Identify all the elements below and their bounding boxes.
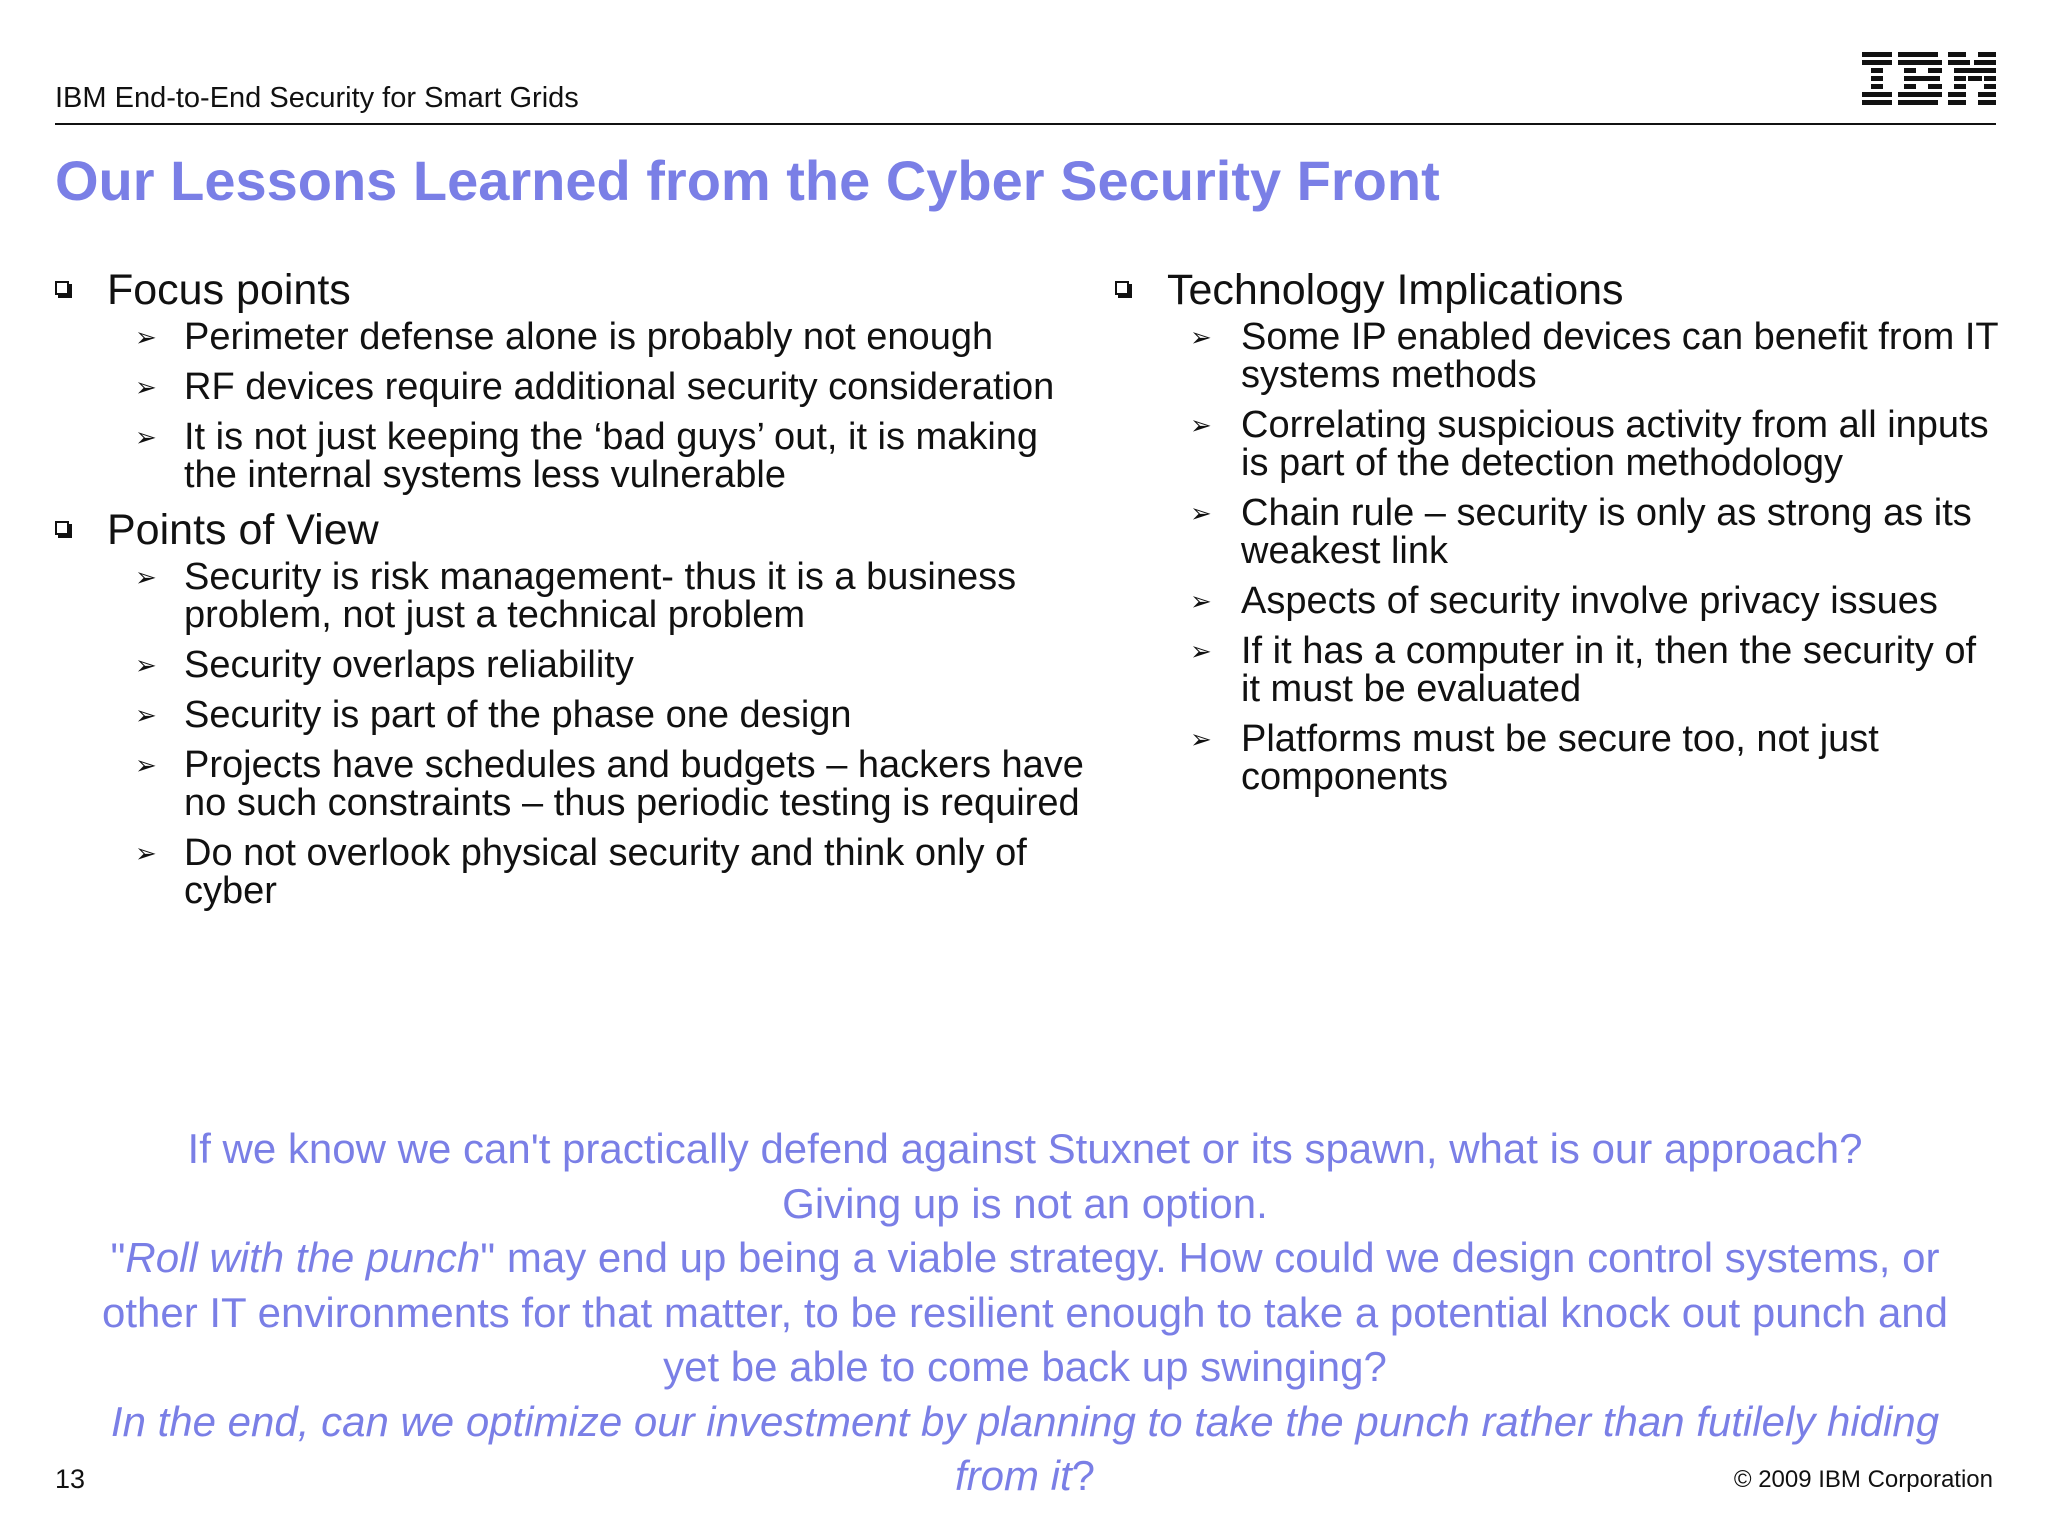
list-item: ➢ Platforms must be secure too, not just components: [1190, 718, 1879, 798]
callout-quote: "Roll with the punch" may end up being a viable strategy. How could we design control systems, or other IT environments for that matter, to be resilient enough to take a potential knock out punch and yet be able to come back up swinging?: [101, 1234, 1949, 1390]
slide-title: Our Lessons Learned from the Cyber Security Front: [55, 149, 1440, 212]
bullet-list: [55, 558, 1085, 910]
copyright-notice: © 2009 IBM Corporation: [1733, 1466, 1993, 1493]
list-item: ➢ Chain rule – security is only as strong as its weakest link: [1190, 492, 1972, 572]
square-bullet-icon: [1115, 281, 1129, 295]
section-heading: [55, 506, 1085, 554]
list-item: ➢ Perimeter defense alone is probably not enough: [135, 316, 994, 358]
section-technology-implications: [1115, 266, 2005, 796]
arrow-bullet-icon: ➢: [1190, 724, 1212, 754]
section-points-of-view: [55, 506, 1085, 910]
list-item: ➢ It is not just keeping the ‘bad guys’ out, it is making the internal systems less vulnerable: [135, 416, 1039, 496]
arrow-bullet-icon: ➢: [135, 700, 157, 730]
header-divider: [55, 123, 1996, 125]
arrow-bullet-icon: ➢: [1190, 498, 1212, 528]
list-item: ➢ Security is part of the phase one design: [135, 694, 852, 736]
list-item: ➢ RF devices require additional security consideration: [135, 366, 1055, 408]
list-item: ➢ If it has a computer in it, then the security of it must be evaluated: [1190, 630, 1977, 710]
section-heading-text: Points of View: [107, 506, 379, 554]
arrow-bullet-icon: ➢: [135, 322, 157, 352]
list-item: ➢ Correlating suspicious activity from all inputs is part of the detection methodology: [1190, 404, 1989, 484]
list-item: ➢ Projects have schedules and budgets – hackers have no such constraints – thus periodic testing is required: [135, 744, 1084, 824]
left-column: [55, 266, 1085, 922]
page-number: 13: [55, 1464, 86, 1494]
square-bullet-icon: [55, 521, 69, 535]
section-heading: [55, 266, 1085, 314]
arrow-bullet-icon: ➢: [135, 422, 157, 452]
list-item: ➢ Security is risk management- thus it is a business problem, not just a technical problem: [135, 556, 1017, 636]
arrow-bullet-icon: ➢: [135, 562, 157, 592]
square-bullet-icon: [55, 281, 69, 295]
closing-callout: [90, 1122, 1960, 1504]
list-item: ➢ Aspects of security involve privacy issues: [1190, 580, 1938, 622]
section-heading: [1115, 266, 2005, 314]
ibm-logo: [1862, 52, 1996, 108]
arrow-bullet-icon: ➢: [135, 750, 157, 780]
arrow-bullet-icon: ➢: [135, 838, 157, 868]
list-item: ➢ Security overlaps reliability: [135, 644, 634, 686]
arrow-bullet-icon: ➢: [135, 650, 157, 680]
arrow-bullet-icon: ➢: [1190, 636, 1212, 666]
section-focus-points: [55, 266, 1085, 494]
bullet-list: [55, 318, 1085, 494]
arrow-bullet-icon: ➢: [1190, 586, 1212, 616]
callout-closing: In the end, can we optimize our investment by planning to take the punch rather than futilely hiding from it?: [110, 1397, 1940, 1499]
bullet-list: [1115, 318, 2005, 796]
arrow-bullet-icon: ➢: [1190, 410, 1212, 440]
list-item: ➢ Do not overlook physical security and think only of cyber: [135, 832, 1027, 912]
section-heading-text: Focus points: [107, 266, 351, 314]
presentation-title: IBM End-to-End Security for Smart Grids: [55, 82, 579, 114]
arrow-bullet-icon: ➢: [1190, 322, 1212, 352]
section-heading-text: Technology Implications: [1167, 266, 1624, 314]
list-item: ➢ Some IP enabled devices can benefit from IT systems methods: [1190, 316, 1998, 396]
right-column: [1115, 266, 2005, 808]
arrow-bullet-icon: ➢: [135, 372, 157, 402]
callout-line-1: If we know we can't practically defend against Stuxnet or its spawn, what is our approach?: [187, 1125, 1863, 1172]
callout-line-2: Giving up is not an option.: [782, 1179, 1268, 1227]
